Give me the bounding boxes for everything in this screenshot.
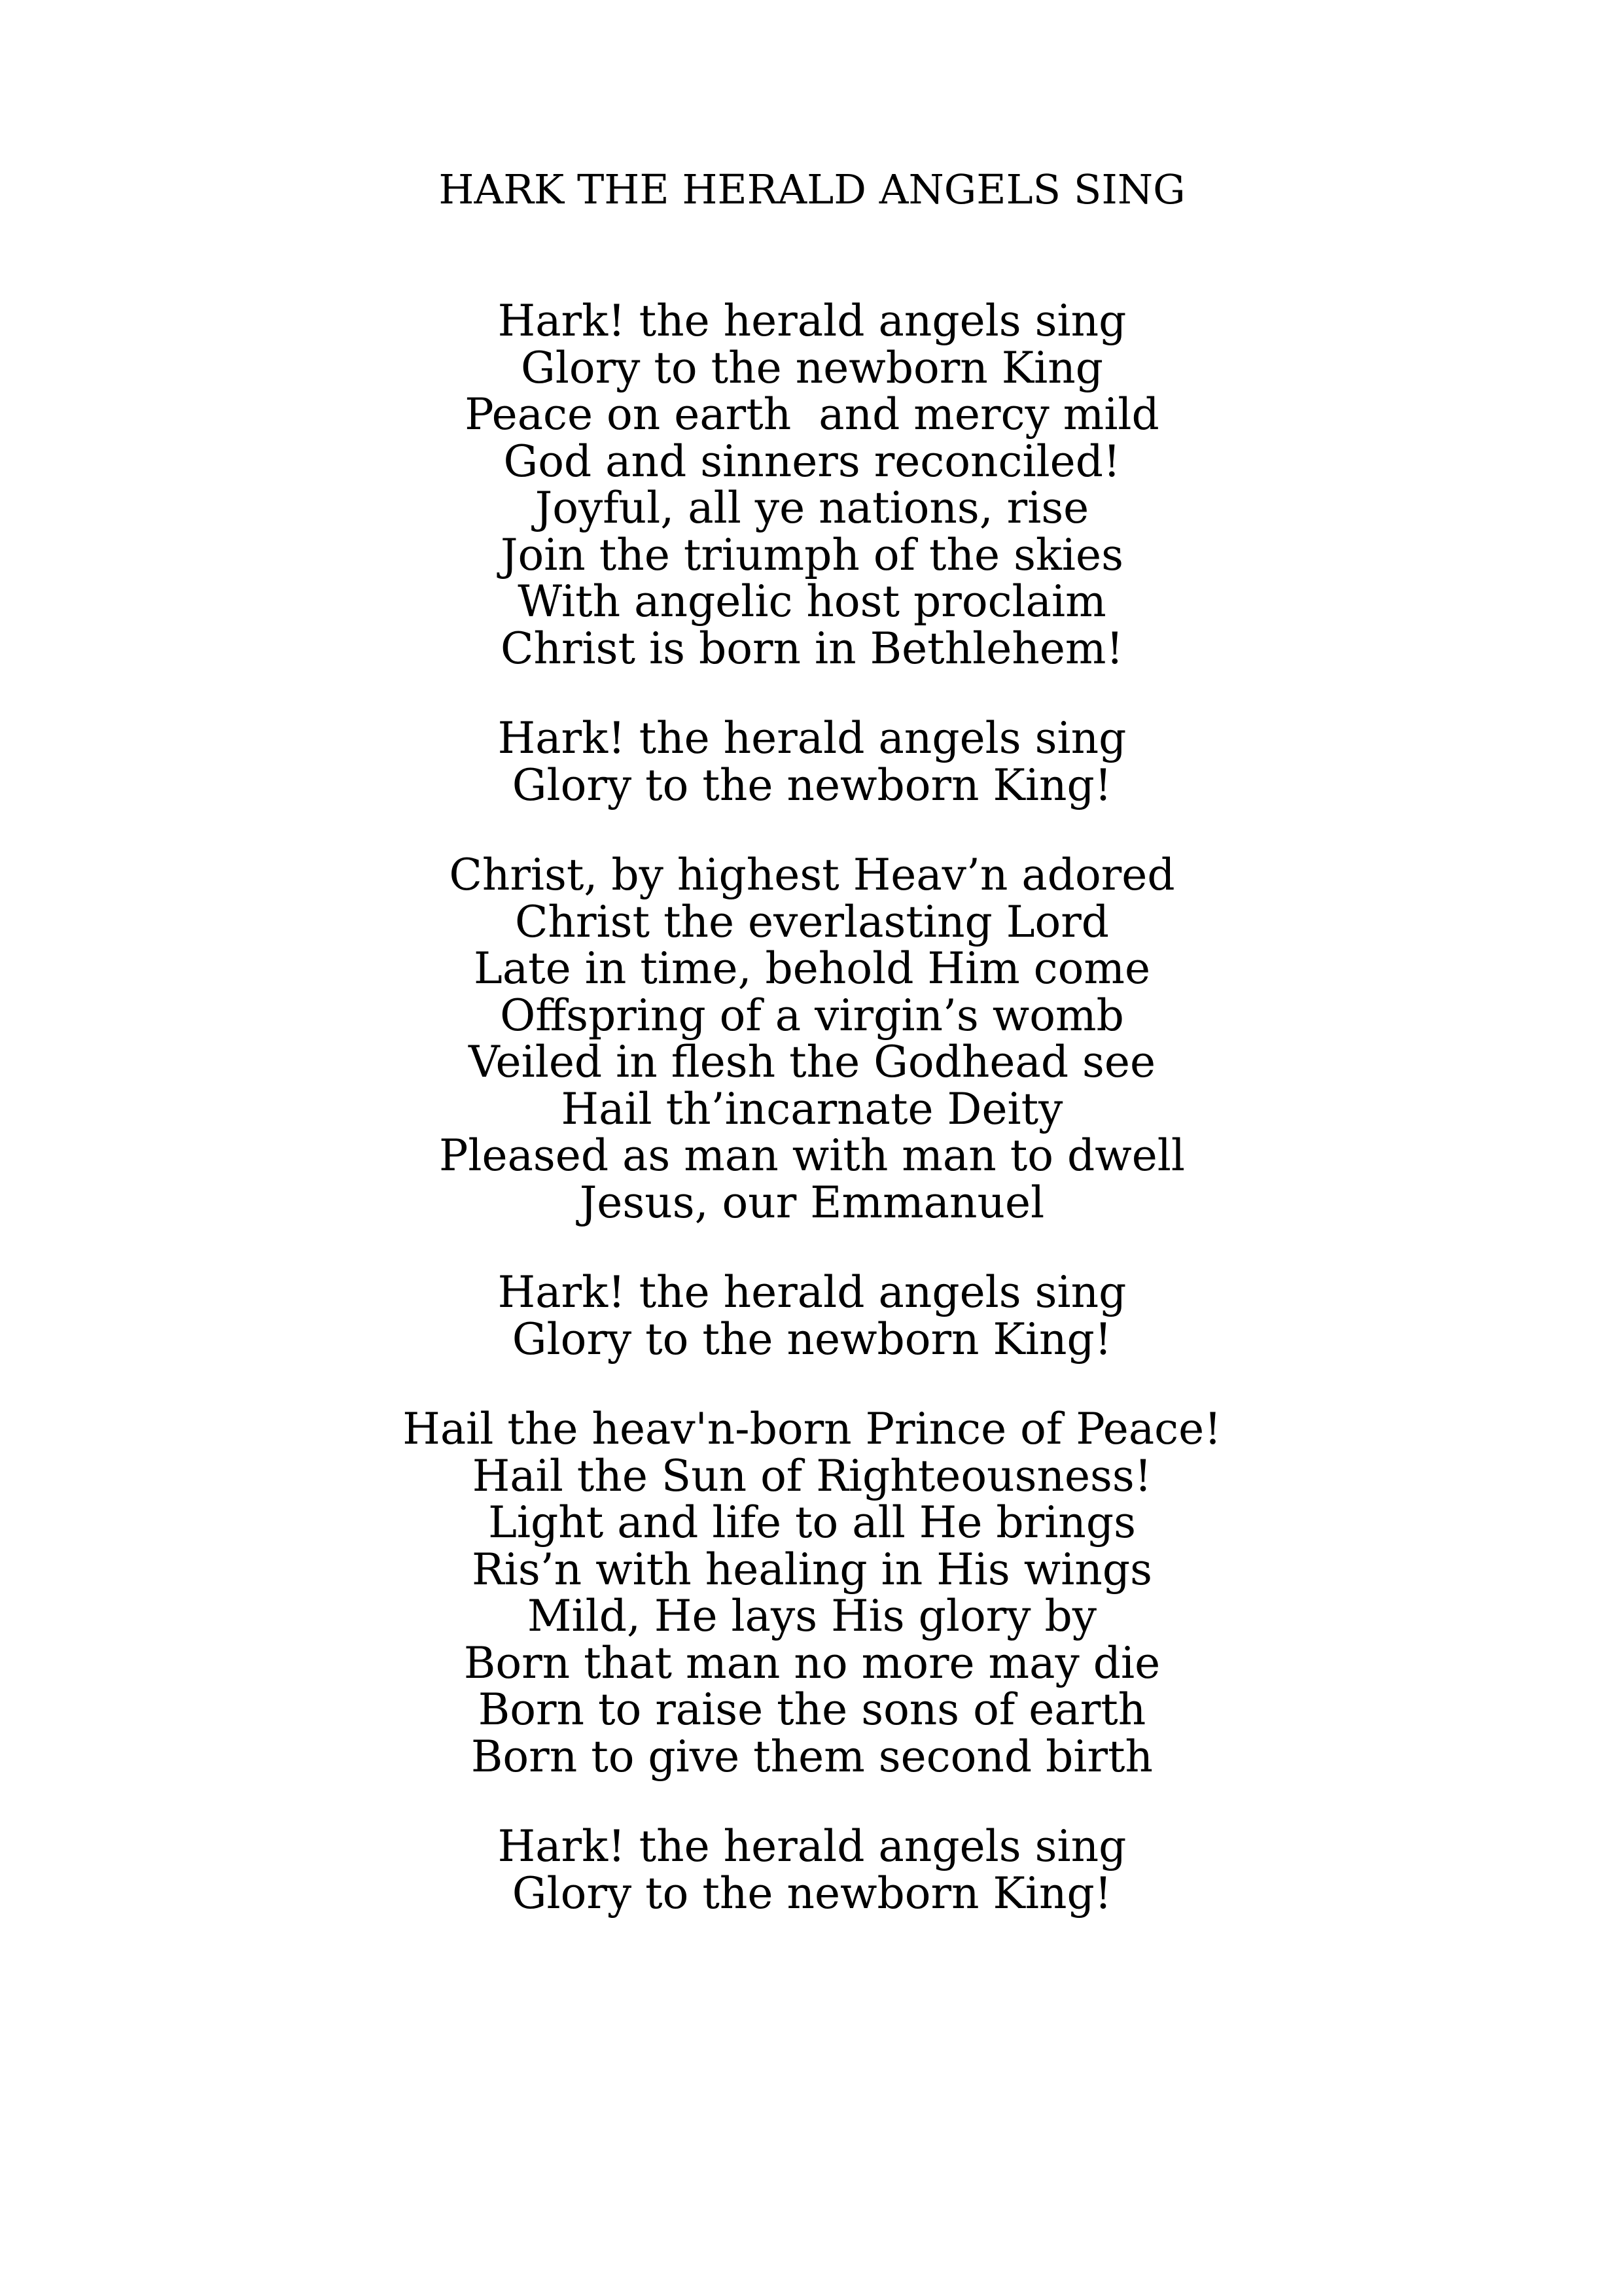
poem-body (0, 298, 1624, 1960)
poem-line: Born to give them second birth (470, 1731, 1154, 1782)
poem-line: Mild, He lays His glory by (527, 1591, 1097, 1641)
stanza-verse-2 (0, 852, 1624, 1226)
page-title: HARK THE HERALD ANGELS SING (438, 165, 1186, 213)
poem-line: Born that man no more may die (463, 1637, 1161, 1688)
stanza-refrain-1 (0, 715, 1624, 809)
poem-line: Hark! the herald angels sing (497, 1821, 1127, 1871)
poem-line: Hail the heav'n-born Prince of Peace! (402, 1404, 1222, 1454)
poem-line: Glory to the newborn King (521, 342, 1103, 393)
poem-line: Christ is born in Bethlehem! (500, 623, 1124, 674)
poem-line: Offspring of a virgin’s womb (500, 990, 1124, 1041)
stanza-refrain-3 (0, 1823, 1624, 1917)
poem-line: Hail th’incarnate Deity (561, 1083, 1063, 1134)
poem-line: Christ, by highest Heav’n adored (449, 850, 1175, 900)
poem-line: Ris’n with healing in His wings (472, 1544, 1152, 1595)
poem-line: Hark! the herald angels sing (497, 1267, 1127, 1317)
poem-line: God and sinners reconciled! (503, 436, 1121, 487)
poem-line: Glory to the newborn King! (512, 1313, 1112, 1365)
stanza-verse-1 (0, 298, 1624, 672)
poem-line: Light and life to all He brings (488, 1497, 1136, 1548)
poem-line: Late in time, behold Him come (473, 943, 1151, 994)
poem-line: Pleased as man with man to dwell (439, 1130, 1185, 1181)
poem-line: Veiled in flesh the Godhead see (468, 1037, 1156, 1087)
poem-line: Hail the Sun of Righteousness! (472, 1450, 1152, 1501)
stanza-verse-3 (0, 1406, 1624, 1780)
poem-line: Glory to the newborn King! (512, 1868, 1112, 1919)
poem-line: Christ the everlasting Lord (514, 896, 1110, 947)
poem-line: Join the triumph of the skies (501, 529, 1123, 580)
poem-line: Hark! the herald angels sing (497, 296, 1127, 346)
poem-line: Jesus, our Emmanuel (579, 1177, 1045, 1228)
poem-line: Peace on earth and mercy mild (465, 389, 1159, 440)
poem-line: With angelic host proclaim (518, 576, 1106, 627)
poem-line: Joyful, all ye nations, rise (535, 483, 1089, 533)
stanza-refrain-2 (0, 1269, 1624, 1363)
poem-line: Hark! the herald angels sing (497, 713, 1127, 763)
poem-line: Born to raise the sons of earth (478, 1684, 1146, 1735)
poem-line: Glory to the newborn King! (512, 759, 1112, 810)
